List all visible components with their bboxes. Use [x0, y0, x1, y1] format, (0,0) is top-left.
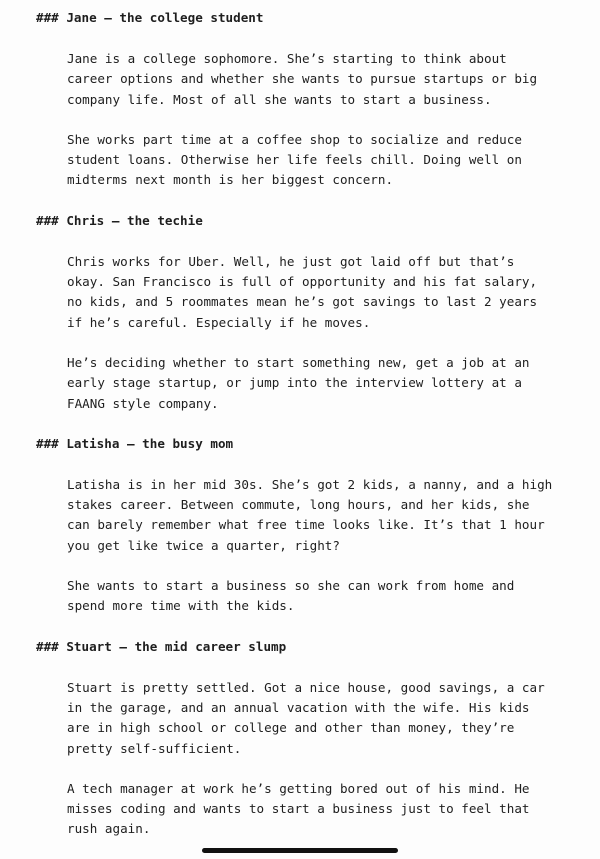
document-body: [0, 8, 600, 840]
text-line: if he’s careful. Especially if he moves.: [67, 314, 371, 330]
section-heading-chris: ### Chris – the techie: [36, 212, 203, 228]
text-line: stakes career. Between commute, long hours, and her kids, she: [67, 497, 530, 513]
text-line: career options and whether she wants to pursue startups or big: [67, 71, 538, 87]
text-line: Latisha is in her mid 30s. She’s got 2 kids, a nanny, and a high: [67, 476, 553, 492]
text-line: you get like twice a quarter, right?: [67, 537, 340, 553]
text-line: can barely remember what free time looks like. It’s that 1 hour: [67, 517, 545, 533]
text-line: pretty self-sufficient.: [67, 740, 242, 756]
text-line: She works part time at a coffee shop to socialize and reduce: [67, 131, 522, 147]
text-line: misses coding and wants to start a business just to feel that: [67, 801, 530, 817]
text-line: She wants to start a business so she can work from home and: [67, 578, 515, 594]
home-indicator[interactable]: [202, 848, 398, 853]
section-heading-latisha: ### Latisha – the busy mom: [36, 435, 234, 451]
section-heading-jane: ### Jane – the college student: [36, 10, 264, 25]
text-line: okay. San Francisco is full of opportunity and his fat salary,: [67, 274, 538, 290]
paragraph: [0, 353, 600, 414]
text-line: Chris works for Uber. Well, he just got laid off but that’s: [67, 253, 515, 269]
paragraph: [0, 252, 600, 333]
paragraph: [0, 475, 600, 556]
text-line: FAANG style company.: [67, 395, 219, 411]
text-line: Jane is a college sophomore. She’s starting to think about: [67, 51, 507, 66]
text-line: Stuart is pretty settled. Got a nice house, good savings, a car: [67, 679, 545, 695]
text-line: He’s deciding whether to start something new, get a job at an: [67, 354, 530, 370]
text-line: company life. Most of all she wants to start a business.: [67, 91, 492, 107]
section-heading-stuart: ### Stuart – the mid career slump: [36, 638, 287, 654]
text-line: spend more time with the kids.: [67, 598, 295, 614]
text-line: in the garage, and an annual vacation with the wife. His kids: [67, 699, 530, 715]
paragraph: [0, 130, 600, 191]
text-line: early stage startup, or jump into the interview lottery at a: [67, 375, 522, 391]
paragraph: [0, 49, 600, 110]
text-line: student loans. Otherwise her life feels chill. Doing well on: [67, 152, 522, 168]
text-line: rush again.: [67, 821, 151, 837]
text-line: no kids, and 5 roommates mean he’s got savings to last 2 years: [67, 294, 538, 310]
paragraph: [0, 678, 600, 759]
text-line: midterms next month is her biggest concern.: [67, 172, 394, 188]
paragraph: [0, 576, 600, 617]
text-line: A tech manager at work he’s getting bored out of his mind. He: [67, 780, 530, 796]
paragraph: [0, 779, 600, 840]
text-line: are in high school or college and other than money, they’re: [67, 720, 515, 736]
